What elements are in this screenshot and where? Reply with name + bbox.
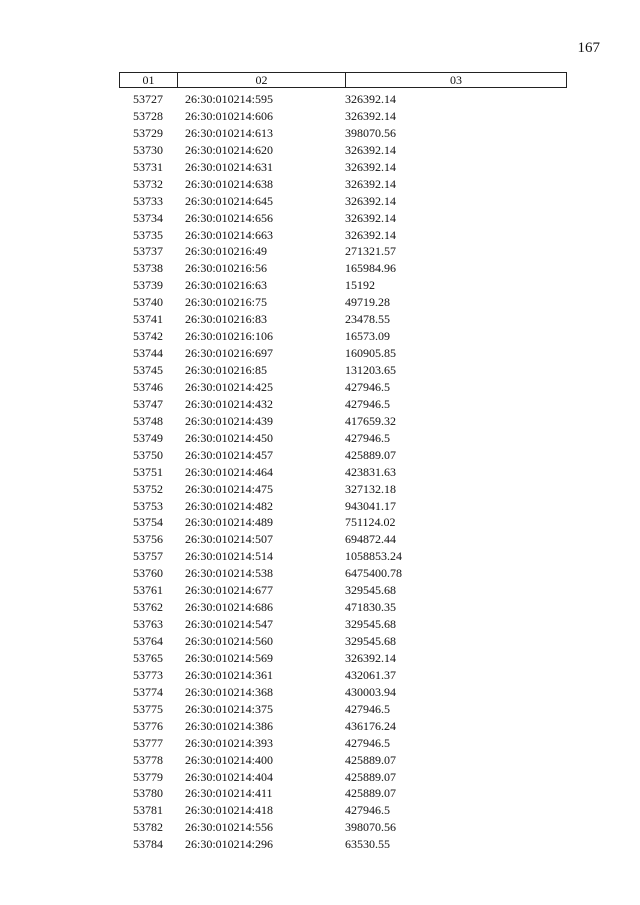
value-cell: 427946.5 — [345, 735, 390, 750]
row-number-cell: 53777 — [133, 735, 163, 750]
table-row — [119, 396, 567, 413]
value-cell: 271321.57 — [345, 244, 396, 259]
cadastral-number-cell: 26:30:010216:49 — [185, 244, 268, 259]
row-number-cell: 53752 — [133, 481, 163, 496]
row-number-cell: 53733 — [133, 193, 163, 208]
row-number-cell: 53779 — [133, 769, 163, 784]
cadastral-number-cell: 26:30:010214:663 — [185, 227, 274, 242]
cadastral-number-cell: 26:30:010214:361 — [185, 667, 274, 682]
cadastral-number-cell: 26:30:010216:56 — [185, 261, 268, 276]
table-row — [119, 159, 567, 176]
table-row — [119, 464, 567, 481]
row-number-cell: 53781 — [133, 803, 163, 818]
row-number-cell: 53739 — [133, 278, 163, 293]
value-cell: 326392.14 — [345, 227, 396, 242]
table-row — [119, 802, 567, 819]
table-row — [119, 836, 567, 853]
table-row — [119, 752, 567, 769]
value-cell: 326392.14 — [345, 193, 396, 208]
value-cell: 6475400.78 — [345, 566, 402, 581]
cadastral-number-cell: 26:30:010214:411 — [185, 786, 273, 801]
column-header-01: 01 — [120, 73, 178, 87]
table-row — [119, 430, 567, 447]
value-cell: 165984.96 — [345, 261, 396, 276]
value-cell: 326392.14 — [345, 92, 396, 106]
value-cell: 427946.5 — [345, 701, 390, 716]
cadastral-number-cell: 26:30:010214:595 — [185, 92, 274, 106]
cadastral-number-cell: 26:30:010214:656 — [185, 210, 274, 225]
value-cell: 16573.09 — [345, 329, 390, 344]
value-cell: 694872.44 — [345, 532, 396, 547]
value-cell: 436176.24 — [345, 718, 396, 733]
value-cell: 427946.5 — [345, 430, 390, 445]
table-row — [119, 311, 567, 328]
value-cell: 427946.5 — [345, 396, 390, 411]
value-cell: 329545.68 — [345, 617, 396, 632]
cadastral-number-cell: 26:30:010216:85 — [185, 363, 268, 377]
table-row — [119, 142, 567, 159]
cadastral-number-cell: 26:30:010214:386 — [185, 718, 274, 733]
table-row — [119, 718, 567, 735]
cadastral-number-cell: 26:30:010214:556 — [185, 820, 274, 835]
table-row — [119, 260, 567, 277]
value-cell: 327132.18 — [345, 481, 396, 496]
row-number-cell: 53742 — [133, 329, 163, 344]
value-cell: 425889.07 — [345, 769, 396, 784]
value-cell: 398070.56 — [345, 125, 396, 140]
table-row — [119, 819, 567, 836]
row-number-cell: 53761 — [133, 583, 163, 598]
row-number-cell: 53744 — [133, 346, 163, 361]
table-row — [119, 277, 567, 294]
cadastral-number-cell: 26:30:010214:645 — [185, 193, 274, 208]
value-cell: 417659.32 — [345, 413, 396, 428]
value-cell: 1058853.24 — [345, 549, 402, 564]
cadastral-number-cell: 26:30:010214:631 — [185, 159, 274, 174]
row-number-cell: 53773 — [133, 667, 163, 682]
cadastral-number-cell: 26:30:010216:83 — [185, 312, 268, 327]
value-cell: 423831.63 — [345, 464, 396, 479]
table-row — [119, 701, 567, 718]
table-row — [119, 481, 567, 498]
row-number-cell: 53775 — [133, 701, 163, 716]
row-number-cell: 53756 — [133, 532, 163, 547]
row-number-cell: 53751 — [133, 464, 163, 479]
table-row — [119, 294, 567, 311]
value-cell: 131203.65 — [345, 363, 396, 377]
column-header-03: 03 — [450, 73, 462, 87]
cadastral-number-cell: 26:30:010214:538 — [185, 566, 274, 581]
table-row — [119, 667, 567, 684]
table-row — [119, 328, 567, 345]
row-number-cell: 53765 — [133, 650, 163, 665]
cadastral-number-cell: 26:30:010214:432 — [185, 396, 274, 411]
table-row — [119, 633, 567, 650]
row-number-cell: 53782 — [133, 820, 163, 835]
table-row — [119, 785, 567, 802]
row-number-cell: 53741 — [133, 312, 163, 327]
column-header-02: 02 — [178, 73, 346, 87]
table-row — [119, 243, 567, 260]
value-cell: 160905.85 — [345, 346, 396, 361]
row-number-cell: 53730 — [133, 142, 163, 157]
row-number-cell: 53764 — [133, 634, 163, 648]
cadastral-number-cell: 26:30:010214:482 — [185, 498, 274, 513]
row-number-cell: 53728 — [133, 108, 163, 123]
value-cell: 326392.14 — [345, 176, 396, 191]
table-row — [119, 447, 567, 464]
table-header — [119, 72, 567, 88]
row-number-cell: 53762 — [133, 600, 163, 615]
cadastral-number-cell: 26:30:010216:106 — [185, 329, 274, 344]
table-row — [119, 362, 567, 379]
row-number-cell: 53735 — [133, 227, 163, 242]
row-number-cell: 53778 — [133, 752, 163, 767]
row-number-cell: 53748 — [133, 413, 163, 428]
table-row — [119, 565, 567, 582]
row-number-cell: 53732 — [133, 176, 163, 191]
row-number-cell: 53734 — [133, 210, 163, 225]
value-cell: 326392.14 — [345, 650, 396, 665]
row-number-cell: 53729 — [133, 125, 163, 140]
table-row — [119, 582, 567, 599]
value-cell: 425889.07 — [345, 786, 396, 801]
cadastral-number-cell: 26:30:010214:489 — [185, 515, 274, 530]
cadastral-number-cell: 26:30:010214:425 — [185, 379, 274, 394]
value-cell: 326392.14 — [345, 159, 396, 174]
cadastral-number-cell: 26:30:010214:620 — [185, 142, 274, 157]
row-number-cell: 53746 — [133, 379, 163, 394]
value-cell: 398070.56 — [345, 820, 396, 835]
cadastral-number-cell: 26:30:010214:400 — [185, 752, 274, 767]
table-row — [119, 498, 567, 515]
table-row — [119, 684, 567, 701]
row-number-cell: 53780 — [133, 786, 163, 801]
cadastral-number-cell: 26:30:010214:404 — [185, 769, 274, 784]
row-number-cell: 53740 — [133, 295, 163, 310]
value-cell: 63530.55 — [345, 837, 390, 852]
table-row — [119, 345, 567, 362]
row-number-cell: 53754 — [133, 515, 163, 530]
cadastral-number-cell: 26:30:010216:75 — [185, 295, 268, 310]
cadastral-number-cell: 26:30:010214:464 — [185, 464, 274, 479]
row-number-cell: 53749 — [133, 430, 163, 445]
row-number-cell: 53731 — [133, 159, 163, 174]
cadastral-number-cell: 26:30:010214:296 — [185, 837, 274, 852]
row-number-cell: 53763 — [133, 617, 163, 632]
cadastral-number-cell: 26:30:010214:686 — [185, 600, 274, 615]
value-cell: 425889.07 — [345, 447, 396, 462]
cadastral-number-cell: 26:30:010214:547 — [185, 617, 274, 632]
cadastral-number-cell: 26:30:010214:450 — [185, 430, 274, 445]
page-number: 167 — [577, 40, 600, 56]
table-row — [119, 650, 567, 667]
table-row — [119, 531, 567, 548]
table-row — [119, 91, 567, 108]
row-number-cell: 53757 — [133, 549, 163, 564]
table-row — [119, 379, 567, 396]
cadastral-number-cell: 26:30:010214:439 — [185, 413, 274, 428]
value-cell: 425889.07 — [345, 752, 396, 767]
row-number-cell: 53738 — [133, 261, 163, 276]
cadastral-number-cell: 26:30:010214:638 — [185, 176, 274, 191]
row-number-cell: 53747 — [133, 396, 163, 411]
value-cell: 471830.35 — [345, 600, 396, 615]
value-cell: 427946.5 — [345, 803, 390, 818]
value-cell: 432061.37 — [345, 667, 396, 682]
cadastral-number-cell: 26:30:010214:514 — [185, 549, 274, 564]
cadastral-number-cell: 26:30:010214:606 — [185, 108, 274, 123]
table-row — [119, 210, 567, 227]
table-row — [119, 735, 567, 752]
table-row — [119, 108, 567, 125]
value-cell: 15192 — [345, 278, 375, 293]
row-number-cell: 53776 — [133, 718, 163, 733]
value-cell: 49719.28 — [345, 295, 390, 310]
table-row — [119, 769, 567, 786]
value-cell: 326392.14 — [345, 142, 396, 157]
table-row — [119, 413, 567, 430]
cadastral-number-cell: 26:30:010214:393 — [185, 735, 274, 750]
table-row — [119, 514, 567, 531]
table-body — [119, 91, 567, 853]
cadastral-number-cell: 26:30:010214:569 — [185, 650, 274, 665]
row-number-cell: 53750 — [133, 447, 163, 462]
cadastral-number-cell: 26:30:010214:368 — [185, 684, 274, 699]
table-row — [119, 125, 567, 142]
value-cell: 329545.68 — [345, 583, 396, 598]
cadastral-number-cell: 26:30:010214:457 — [185, 447, 274, 462]
value-cell: 326392.14 — [345, 108, 396, 123]
row-number-cell: 53760 — [133, 566, 163, 581]
row-number-cell: 53774 — [133, 684, 163, 699]
cadastral-number-cell: 26:30:010214:560 — [185, 634, 274, 648]
value-cell: 23478.55 — [345, 312, 390, 327]
table-row — [119, 176, 567, 193]
cadastral-number-cell: 26:30:010216:697 — [185, 346, 274, 361]
value-cell: 943041.17 — [345, 498, 396, 513]
value-cell: 751124.02 — [345, 515, 396, 530]
value-cell: 326392.14 — [345, 210, 396, 225]
value-cell: 430003.94 — [345, 684, 396, 699]
row-number-cell: 53737 — [133, 244, 163, 259]
cadastral-number-cell: 26:30:010214:677 — [185, 583, 274, 598]
row-number-cell: 53727 — [133, 92, 163, 106]
cadastral-number-cell: 26:30:010214:418 — [185, 803, 274, 818]
table-row — [119, 599, 567, 616]
table-row — [119, 548, 567, 565]
value-cell: 427946.5 — [345, 379, 390, 394]
cadastral-number-cell: 26:30:010216:63 — [185, 278, 268, 293]
row-number-cell: 53784 — [133, 837, 163, 852]
table-row — [119, 227, 567, 244]
cadastral-number-cell: 26:30:010214:375 — [185, 701, 274, 716]
table-row — [119, 193, 567, 210]
row-number-cell: 53745 — [133, 363, 163, 377]
table-row — [119, 616, 567, 633]
cadastral-number-cell: 26:30:010214:613 — [185, 125, 274, 140]
value-cell: 329545.68 — [345, 634, 396, 648]
cadastral-number-cell: 26:30:010214:475 — [185, 481, 274, 496]
row-number-cell: 53753 — [133, 498, 163, 513]
cadastral-number-cell: 26:30:010214:507 — [185, 532, 274, 547]
